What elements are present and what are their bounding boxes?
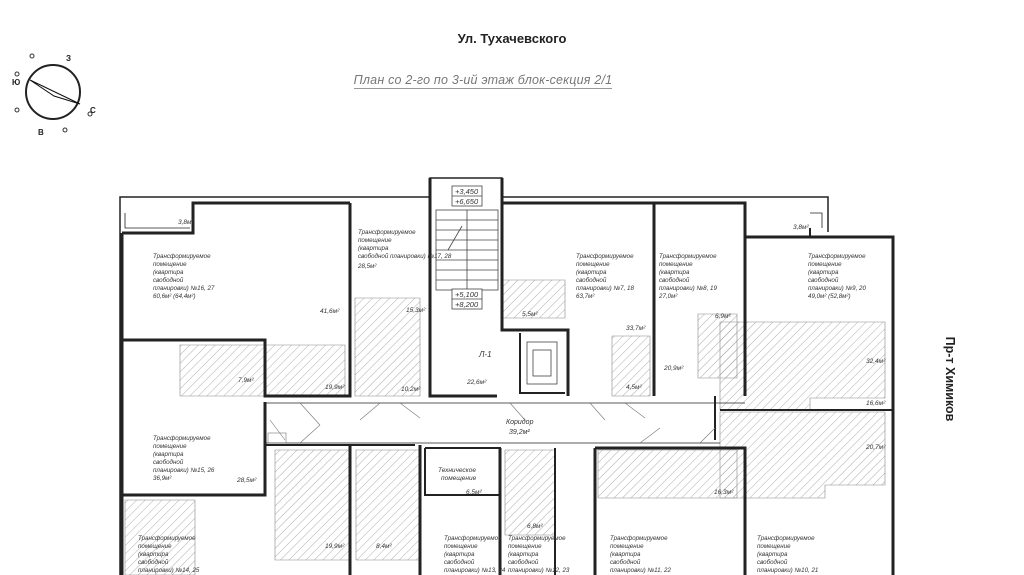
svg-text:помещение: помещение	[576, 261, 610, 268]
svg-text:помещение: помещение	[808, 261, 842, 268]
svg-text:свободной: свободной	[610, 559, 641, 566]
svg-text:Трансформируемое: Трансформируемое	[508, 535, 566, 542]
stair-label: Л-1	[479, 350, 492, 359]
svg-text:планировки) №14, 25: планировки) №14, 25	[138, 567, 200, 574]
stair-elevation-1: +3,450	[455, 187, 479, 196]
room-label	[610, 535, 671, 574]
svg-text:помещение: помещение	[138, 543, 172, 550]
room-label	[153, 253, 215, 300]
svg-text:помещение: помещение	[757, 543, 791, 550]
svg-text:63,7м²: 63,7м²	[576, 293, 595, 300]
svg-text:помещение: помещение	[153, 443, 187, 450]
svg-text:свободной: свободной	[153, 459, 184, 466]
svg-text:Трансформируемое: Трансформируемое	[808, 253, 866, 260]
street-name-top: Ул. Тухачевского	[457, 31, 567, 46]
svg-text:(квартира: (квартира	[808, 269, 839, 276]
tech-room-area: 6,5м²	[466, 489, 482, 496]
svg-text:33,7м²: 33,7м²	[626, 325, 646, 332]
compass-label-s: В	[38, 128, 44, 137]
svg-text:(квартира: (квартира	[138, 551, 169, 558]
svg-text:планировки) №16, 27: планировки) №16, 27	[153, 285, 215, 292]
svg-text:36,9м²: 36,9м²	[153, 475, 172, 482]
svg-text:помещение: помещение	[610, 543, 644, 550]
svg-text:свободной: свободной	[757, 559, 788, 566]
svg-text:27,0м²: 27,0м²	[659, 293, 678, 300]
stair-elevation-2: +6,650	[455, 197, 479, 206]
svg-text:(квартира: (квартира	[153, 451, 184, 458]
svg-text:(квартира: (квартира	[610, 551, 641, 558]
room-label	[808, 253, 866, 300]
svg-text:3,8м²: 3,8м²	[793, 224, 809, 231]
stair-elevation-3: +5,100	[455, 290, 479, 299]
room-label	[576, 253, 634, 300]
svg-text:20,7м²: 20,7м²	[866, 444, 886, 451]
svg-text:7,9м²: 7,9м²	[238, 377, 254, 384]
svg-text:планировки) №12, 23: планировки) №12, 23	[508, 567, 570, 574]
compass-label-n: З	[66, 54, 72, 63]
svg-text:свободной: свободной	[153, 277, 184, 284]
svg-text:помещение: помещение	[508, 543, 542, 550]
svg-text:планировки) №8, 19: планировки) №8, 19	[659, 285, 717, 292]
svg-text:планировки) №11, 22: планировки) №11, 22	[610, 567, 671, 574]
svg-text:8,4м²: 8,4м²	[376, 543, 392, 550]
svg-text:3,8м²: 3,8м²	[178, 219, 194, 226]
stair-elevation-4: +8,200	[455, 300, 479, 309]
svg-text:Трансформируемое: Трансформируемое	[138, 535, 196, 542]
svg-text:10,2м²: 10,2м²	[401, 386, 421, 393]
svg-text:Трансформируемое: Трансформируемое	[757, 535, 815, 542]
svg-text:5,5м²: 5,5м²	[522, 311, 538, 318]
street-name-right: Пр-т Химиков	[943, 336, 957, 422]
svg-text:свободной: свободной	[576, 277, 607, 284]
svg-text:помещение: помещение	[444, 543, 478, 550]
svg-text:свободной: свободной	[138, 559, 169, 566]
room-label	[357, 229, 452, 270]
svg-text:49,0м² (52,8м²): 49,0м² (52,8м²)	[808, 293, 851, 300]
plan-title: План со 2-го по 3-ий этаж блок-секция 2/1	[353, 73, 613, 87]
svg-text:помещение: помещение	[153, 261, 187, 268]
svg-text:15,3м²: 15,3м²	[406, 307, 426, 314]
svg-text:20,9м²: 20,9м²	[664, 365, 684, 372]
svg-text:Трансформируемое: Трансформируемое	[576, 253, 634, 260]
svg-text:19,9м²: 19,9м²	[325, 384, 345, 391]
tech-room-label: Техническое	[438, 467, 476, 474]
svg-text:свободной планировки) №17, 28: свободной планировки) №17, 28	[358, 253, 452, 260]
svg-text:Трансформируемое: Трансформируемое	[153, 435, 211, 442]
svg-text:(квартира: (квартира	[358, 245, 389, 252]
svg-text:6,9м²: 6,9м²	[715, 313, 731, 320]
corridor-label: Коридор	[506, 419, 534, 426]
svg-text:планировки) №10, 21: планировки) №10, 21	[757, 567, 819, 574]
svg-text:Трансформируемое: Трансформируемое	[659, 253, 717, 260]
svg-text:(квартира: (квартира	[576, 269, 607, 276]
svg-text:Трансформируемое: Трансформируемое	[444, 535, 502, 542]
hatched-zones	[125, 280, 885, 575]
door-swings	[268, 403, 715, 443]
svg-text:28,5м²: 28,5м²	[237, 477, 257, 484]
room-label	[757, 535, 818, 574]
svg-text:6,8м²: 6,8м²	[527, 523, 543, 530]
svg-text:планировки) №13, 24: планировки) №13, 24	[444, 567, 506, 574]
svg-text:помещение: помещение	[358, 237, 392, 244]
svg-text:Трансформируемое: Трансформируемое	[610, 535, 668, 542]
tech-room-label: помещение	[441, 475, 477, 482]
compass-label-w: Ю	[12, 78, 21, 87]
svg-text:Трансформируемое: Трансформируемое	[153, 253, 211, 260]
svg-text:(квартира: (квартира	[659, 269, 690, 276]
svg-text:4,5м²: 4,5м²	[626, 384, 642, 391]
svg-text:32,4м²: 32,4м²	[866, 358, 886, 365]
svg-text:помещение: помещение	[659, 261, 693, 268]
svg-text:свободной: свободной	[659, 277, 690, 284]
svg-text:планировки) №15, 26: планировки) №15, 26	[153, 467, 215, 474]
svg-text:16,6м²: 16,6м²	[866, 400, 886, 407]
svg-text:свободной: свободной	[508, 559, 539, 566]
svg-text:(квартира: (квартира	[444, 551, 475, 558]
svg-text:свободной: свободной	[808, 277, 839, 284]
room-label	[508, 535, 570, 574]
svg-text:Трансформируемое: Трансформируемое	[358, 229, 416, 236]
svg-text:(квартира: (квартира	[153, 269, 184, 276]
svg-text:16,3м²: 16,3м²	[714, 489, 734, 496]
room-label	[153, 435, 215, 482]
svg-text:19,9м²: 19,9м²	[325, 543, 345, 550]
svg-text:(квартира: (квартира	[757, 551, 788, 558]
svg-text:22,6м²: 22,6м²	[467, 379, 487, 386]
svg-text:41,6м²: 41,6м²	[320, 308, 340, 315]
svg-text:планировки) №7, 18: планировки) №7, 18	[576, 285, 634, 292]
compass-label-e: С	[90, 106, 96, 115]
svg-text:28,5м²: 28,5м²	[358, 263, 377, 270]
svg-text:планировки) №9, 20: планировки) №9, 20	[808, 285, 866, 292]
room-label	[444, 535, 506, 574]
svg-text:(квартира: (квартира	[508, 551, 539, 558]
svg-text:60,6м² (64,4м²): 60,6м² (64,4м²)	[153, 293, 196, 300]
corridor-area: 39,2м²	[509, 429, 530, 436]
svg-text:свободной: свободной	[444, 559, 475, 566]
room-label	[658, 253, 717, 300]
